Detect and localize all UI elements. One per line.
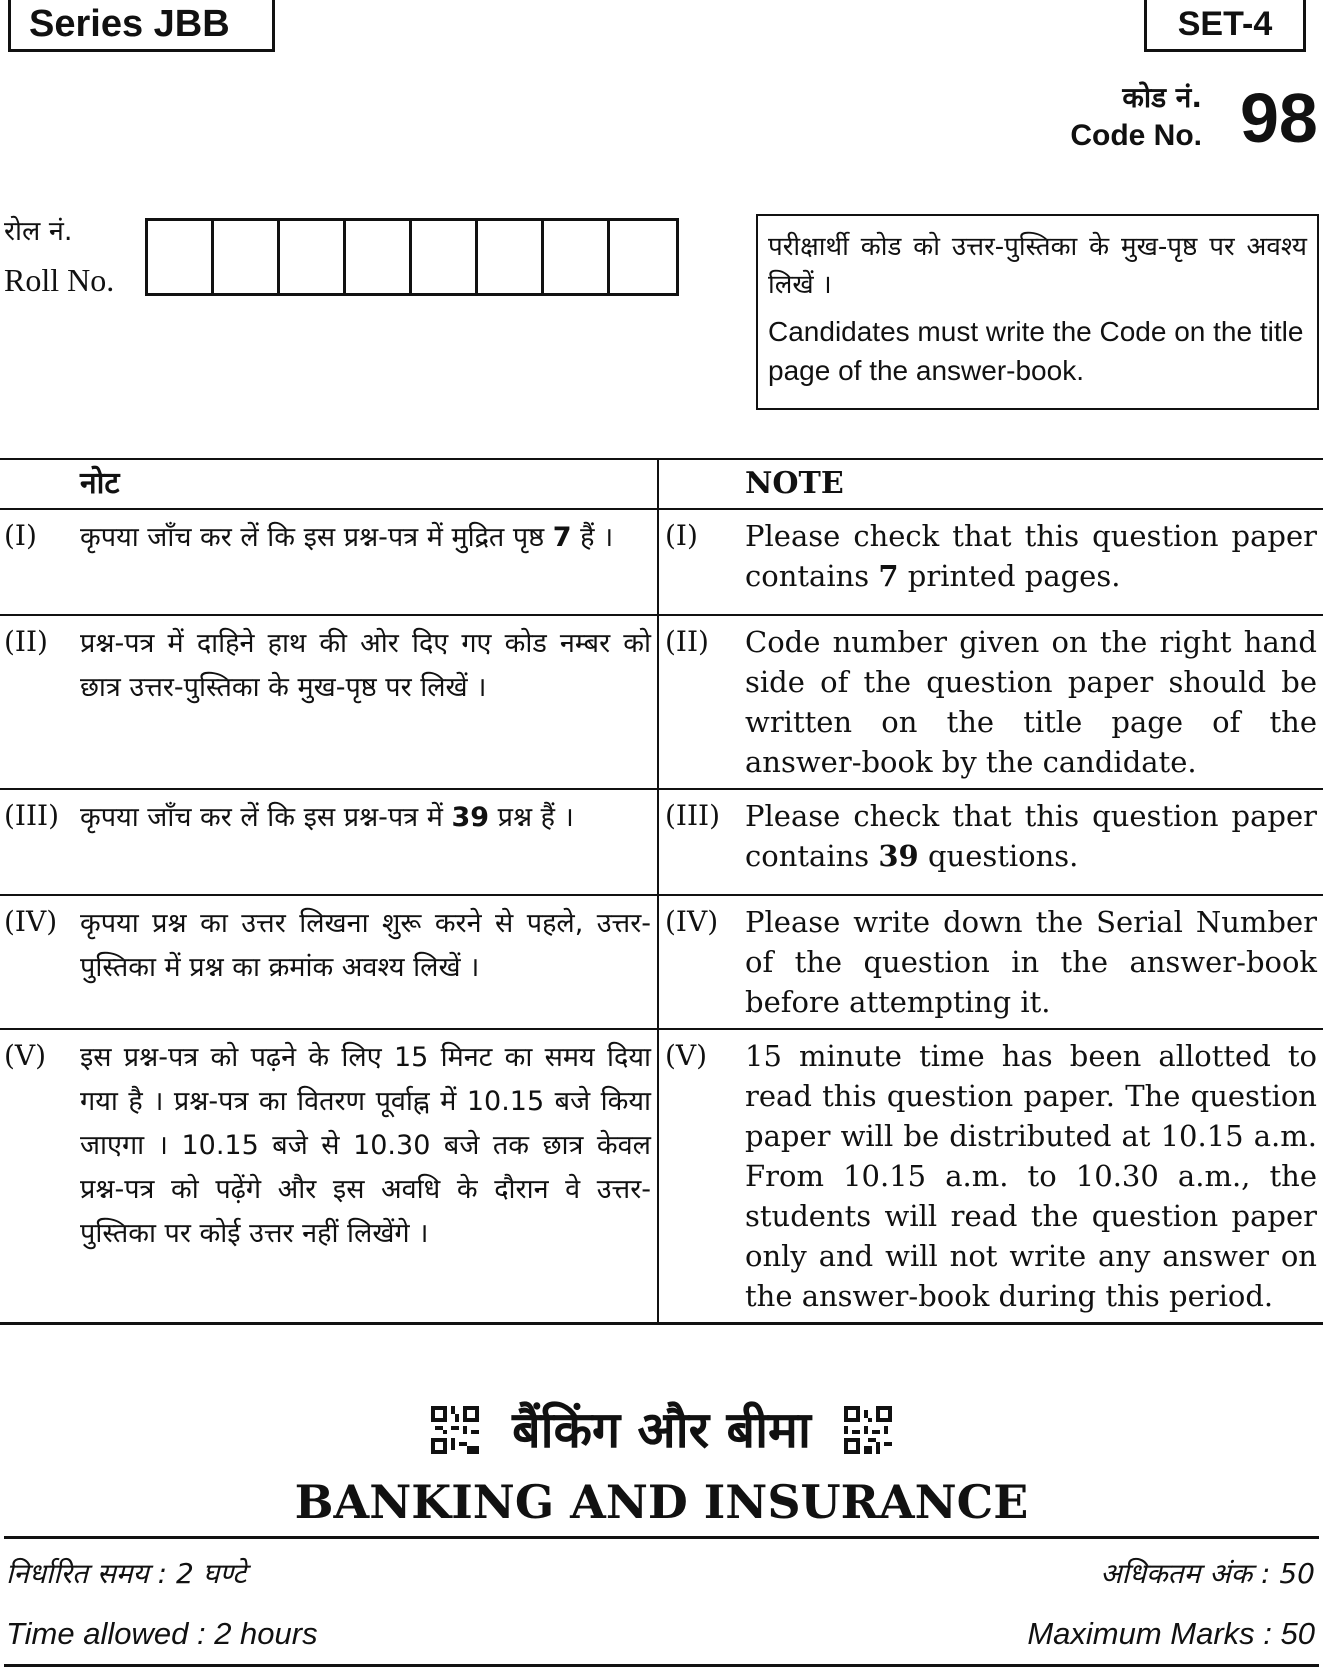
roll-digit-box[interactable] — [148, 221, 214, 293]
note-number: (III) — [4, 799, 60, 832]
code-number: 98 — [1240, 79, 1318, 157]
note-text-english: 15 minute time has been allotted to read this question paper. The question paper will be distributed at 10.15 a.m. From 10.15 a.m. to 10.30 a.m., the students will read the question paper only and will not write any answer on the answer-book during this period. — [745, 1039, 1317, 1313]
candidate-instruction-hindi: परीक्षार्थी कोड को उत्तर-पुस्तिका के मुख-पृष्ठ पर अवश्य लिखें । — [768, 232, 1307, 300]
divider — [4, 1536, 1319, 1539]
note-text-english: Please write down the Serial Number of the question in the answer-book before attempting it. — [745, 905, 1317, 1019]
candidate-instruction-box — [756, 214, 1319, 410]
note-text-hindi: कृपया प्रश्न का उत्तर लिखना शुरू करने से पहले, उत्तर-पुस्तिका में प्रश्न का क्रमांक अवश्य लिखें । — [80, 908, 651, 983]
note-text-english: Code number given on the right hand side of the question paper should be written on the title page of the answer-book by the candidate. — [745, 625, 1317, 779]
note-number: (V) — [665, 1039, 708, 1072]
code-label-hindi: कोड नं. — [1122, 81, 1202, 114]
set-label: SET-4 — [1144, 0, 1306, 52]
roll-digit-box[interactable] — [478, 221, 544, 293]
note-text-hindi: प्रश्न-पत्र में दाहिने हाथ की ओर दिए गए कोड नम्बर को छात्र उत्तर-पुस्तिका के मुख-पृष्ठ पर लिखें । — [80, 628, 651, 703]
subject-title-hindi: बैंकिंग और बीमा — [512, 1401, 811, 1459]
note-number: (II) — [4, 625, 48, 658]
subject-title-english: BANKING AND INSURANCE — [294, 1475, 1029, 1529]
note-row — [0, 615, 1323, 789]
note-row — [0, 789, 1323, 895]
roll-digit-box[interactable] — [544, 221, 610, 293]
time-allowed-hindi: निर्धारित समय : 2 घण्टे — [6, 1557, 247, 1590]
note-number: (II) — [665, 625, 709, 658]
roll-digit-box[interactable] — [412, 221, 478, 293]
subject-title-row — [0, 1398, 1323, 1462]
roll-digit-box[interactable] — [610, 221, 676, 293]
notes-table — [0, 458, 1323, 1325]
roll-number-boxes — [145, 218, 679, 296]
roll-label-hindi: रोल नं. — [4, 216, 73, 247]
maximum-marks-hindi: अधिकतम अंक : 50 — [1100, 1557, 1315, 1590]
note-text-hindi: इस प्रश्न-पत्र को पढ़ने के लिए 15 मिनट का समय दिया गया है । प्रश्न-पत्र का वितरण पूर्वाह्न में 10.15 बजे किया जाएगा । 10.15 बजे से 10.30 बजे तक छात्र केवल प्रश्न-पत्र को पढ़ेंगे और इस अवधि के दौरान वे उत्तर-पुस्तिका पर कोई उत्तर नहीं लिखेंगे । — [80, 1042, 651, 1249]
note-text-english: Please check that this question paper contains 39 questions. — [745, 799, 1317, 873]
note-number: (III) — [665, 799, 721, 832]
note-number: (V) — [4, 1039, 47, 1072]
roll-digit-box[interactable] — [346, 221, 412, 293]
note-number: (IV) — [665, 905, 719, 938]
roll-digit-box[interactable] — [214, 221, 280, 293]
note-text-hindi: कृपया जाँच कर लें कि इस प्रश्न-पत्र में मुद्रित पृष्ठ 7 हैं । — [80, 522, 614, 553]
notes-header-english: NOTE — [745, 466, 844, 501]
roll-label-english: Roll No. — [4, 262, 115, 298]
divider — [4, 1664, 1319, 1667]
note-row — [0, 895, 1323, 1029]
maximum-marks-english: Maximum Marks : 50 — [1027, 1616, 1315, 1651]
note-row — [0, 1029, 1323, 1324]
code-label-english: Code No. — [1070, 119, 1202, 152]
qr-code-icon — [431, 1406, 479, 1454]
note-number: (I) — [4, 519, 37, 552]
note-text-english: Please check that this question paper contains 7 printed pages. — [745, 519, 1317, 593]
notes-header-row — [0, 459, 1323, 509]
candidate-instruction-english: Candidates must write the Code on the title page of the answer-book. — [768, 316, 1304, 386]
note-text-hindi: कृपया जाँच कर लें कि इस प्रश्न-पत्र में 39 प्रश्न हैं । — [80, 802, 574, 833]
note-number: (IV) — [4, 905, 58, 938]
time-allowed-english: Time allowed : 2 hours — [6, 1616, 318, 1651]
qr-code-icon — [844, 1406, 892, 1454]
notes-header-hindi: नोट — [80, 466, 120, 501]
roll-digit-box[interactable] — [280, 221, 346, 293]
series-label: Series JBB — [8, 0, 275, 52]
note-row — [0, 509, 1323, 615]
note-number: (I) — [665, 519, 698, 552]
